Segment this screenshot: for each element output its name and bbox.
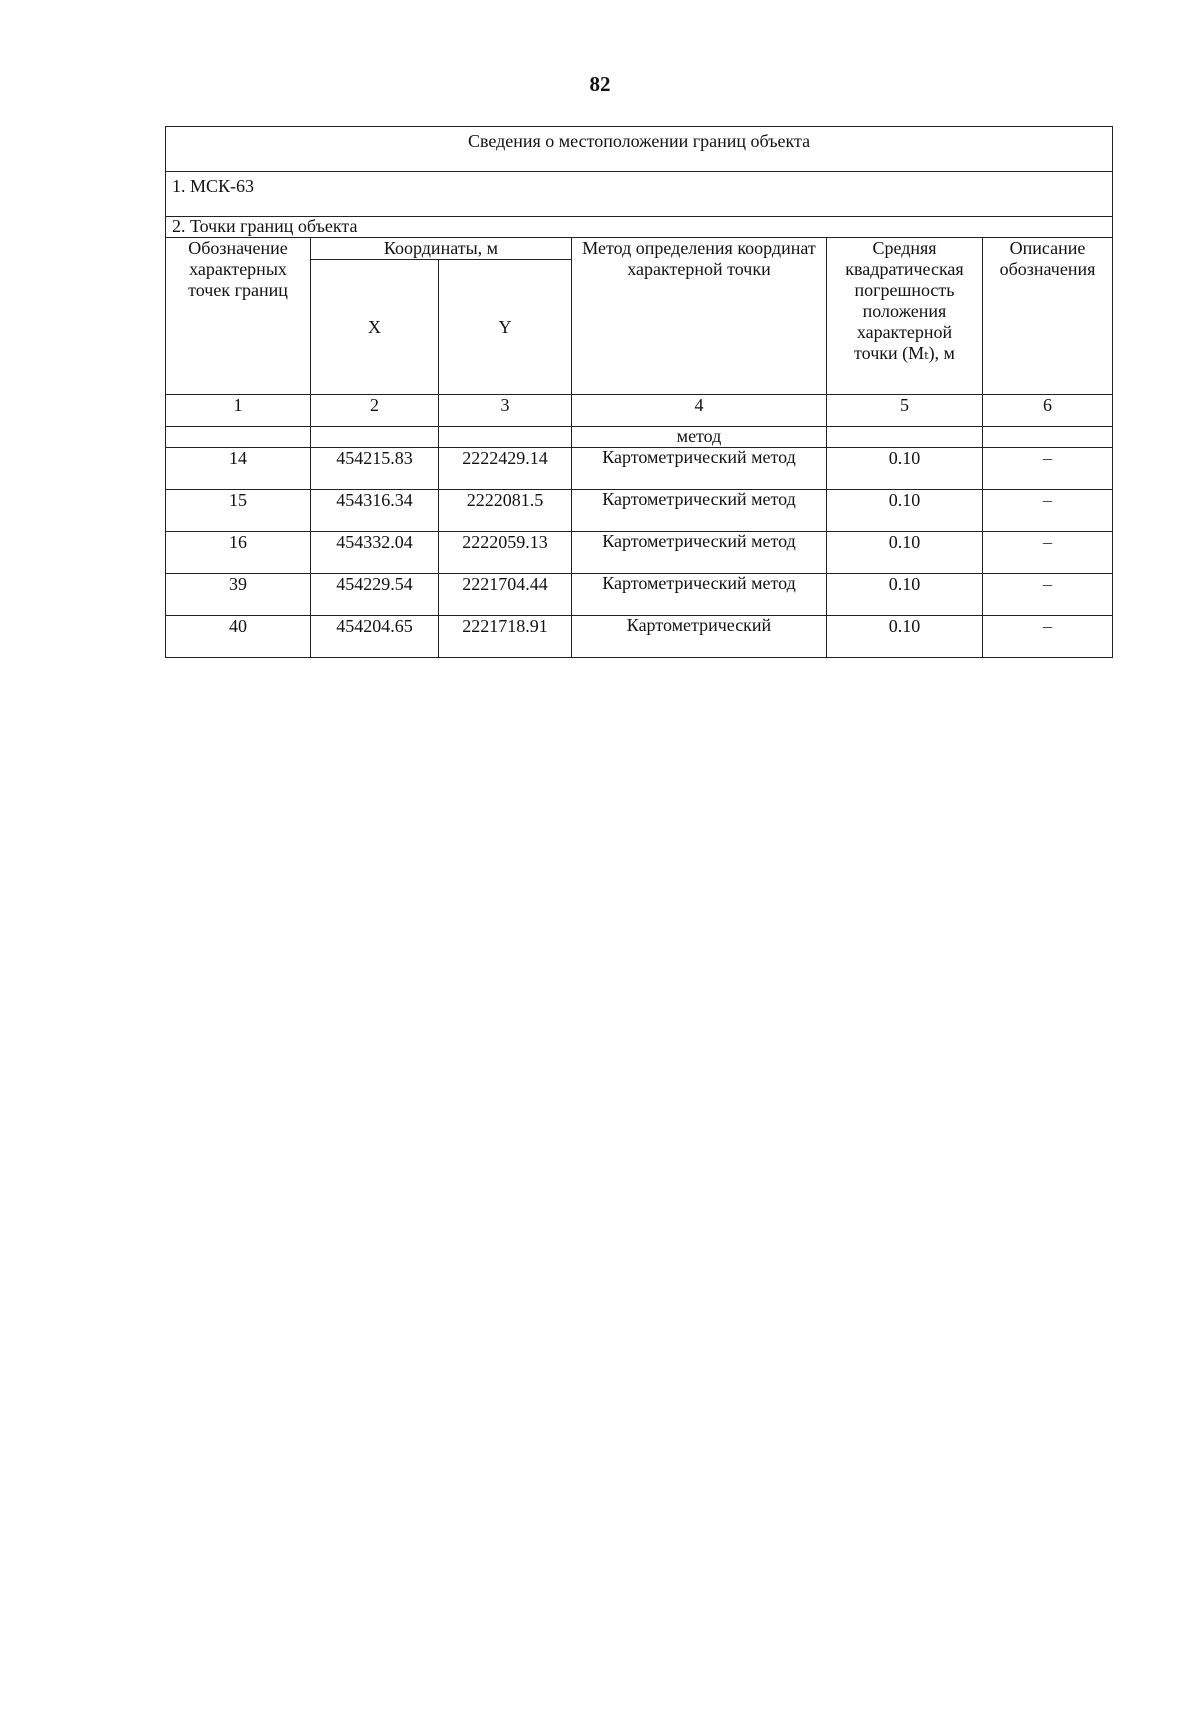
coordinate-y: 2222429.14: [439, 448, 572, 490]
coordinate-x: 454215.83: [311, 448, 439, 490]
point-description: –: [983, 448, 1113, 490]
coordinate-system: 1. МСК-63: [166, 172, 1113, 217]
boundary-coordinates-table: [165, 126, 1113, 658]
method: Картометрический: [572, 616, 827, 658]
point-description: –: [983, 532, 1113, 574]
header-y: Y: [439, 260, 572, 395]
column-number: 6: [983, 395, 1113, 427]
header-method: Метод определения координат характерной точки: [572, 238, 827, 395]
table-title: Сведения о местоположении границ объекта: [166, 127, 1113, 172]
method: Картометрический метод: [572, 448, 827, 490]
header-mean-error: Средняя квадратическая погрешность положения характерной точки (Mₜ), м: [827, 238, 983, 395]
column-number: 3: [439, 395, 572, 427]
point-number: 15: [166, 490, 311, 532]
coordinate-y: 2222059.13: [439, 532, 572, 574]
mean-error: 0.10: [827, 532, 983, 574]
header-point-designation: Обозначение характерных точек границ: [166, 238, 311, 395]
column-number: 2: [311, 395, 439, 427]
table-row: [166, 616, 1113, 658]
point-number: 16: [166, 532, 311, 574]
point-description: –: [983, 574, 1113, 616]
method: Картометрический метод: [572, 574, 827, 616]
table-row: [166, 490, 1113, 532]
point-number: 40: [166, 616, 311, 658]
table-row: [166, 574, 1113, 616]
coordinate-x: 454204.65: [311, 616, 439, 658]
method: Картометрический метод: [572, 532, 827, 574]
section-title: 2. Точки границ объекта: [166, 217, 1113, 238]
column-number: 5: [827, 395, 983, 427]
header-description: Описание обозначения: [983, 238, 1113, 395]
header-x: X: [311, 260, 439, 395]
mean-error: 0.10: [827, 574, 983, 616]
coordinate-y: 2222081.5: [439, 490, 572, 532]
method: Картометрический метод: [572, 490, 827, 532]
point-number: 14: [166, 448, 311, 490]
column-number: 1: [166, 395, 311, 427]
mean-error: 0.10: [827, 490, 983, 532]
coordinate-x: 454229.54: [311, 574, 439, 616]
table-row: [166, 448, 1113, 490]
column-number: 4: [572, 395, 827, 427]
coordinate-x: 454332.04: [311, 532, 439, 574]
page-number: 82: [589, 72, 611, 96]
header-coordinates: Координаты, м: [311, 238, 572, 260]
point-description: –: [983, 490, 1113, 532]
coordinate-y: 2221718.91: [439, 616, 572, 658]
mean-error: 0.10: [827, 616, 983, 658]
mean-error: 0.10: [827, 448, 983, 490]
carryover-row: [166, 427, 1113, 448]
coordinate-x: 454316.34: [311, 490, 439, 532]
point-description: –: [983, 616, 1113, 658]
table-row: [166, 532, 1113, 574]
carryover-text: метод: [572, 427, 827, 448]
point-number: 39: [166, 574, 311, 616]
column-numbers-row: [166, 395, 1113, 427]
coordinate-y: 2221704.44: [439, 574, 572, 616]
